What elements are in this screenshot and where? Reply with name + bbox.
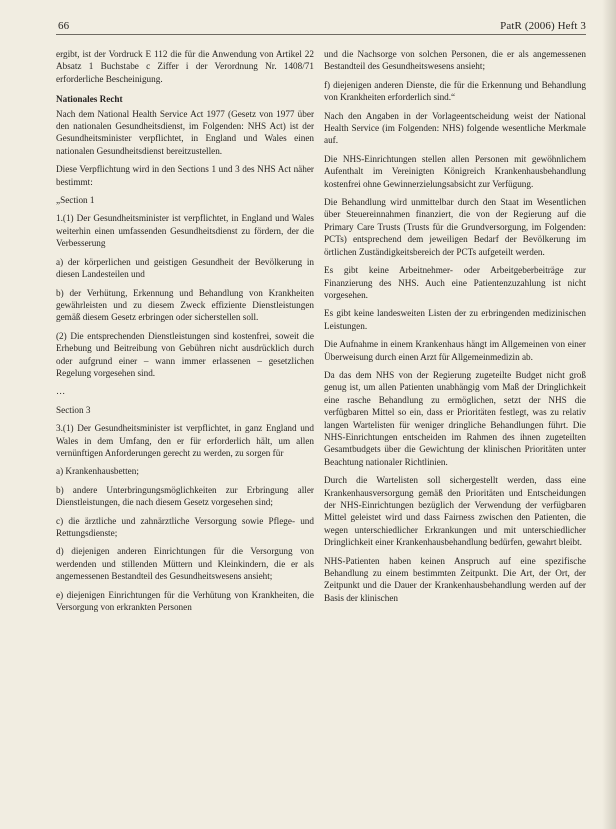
- paragraph: Nach dem National Health Service Act 1977 (Gesetz von 1977 über den nationalen Gesundheitsdienst, im Folgenden: NHS Act) ist der Gesundheitsminister verpflichtet, in England und Wales einen nationalen Gesundheitsdienst bereitzustellen.: [56, 108, 314, 156]
- left-column: [56, 48, 314, 619]
- paragraph: ergibt, ist der Vordruck E 112 die für die Anwendung von Artikel 22 Absatz 1 Buchstabe c Ziffer i der Verordnung Nr. 1408/71 erforderliche Bescheinigung.: [56, 49, 314, 84]
- paragraph: 1.(1) Der Gesundheitsminister ist verpflichtet, in England und Wales weiterhin einen umfassenden Gesundheitsdienst zu fördern, der die Verbesserung: [56, 213, 314, 249]
- paragraph: Die Aufnahme in einem Krankenhaus hängt im Allgemeinen von einer Überweisung durch einen Arzt für Allgemeinmedizin ab.: [324, 339, 586, 362]
- journal-reference: PatR (2006) Heft 3: [500, 20, 586, 32]
- page-header: [50, 14, 586, 32]
- header-rule: [56, 34, 586, 35]
- paragraph: 3.(1) Der Gesundheitsminister ist verpflichtet, in ganz England und Wales in dem Umfang, den er für erforderlich hält, um allen vernünftigen Anforderungen gerecht zu werden, zu sorgen für: [56, 423, 314, 458]
- paragraph: Es gibt keine landesweiten Listen der zu erbringenden medizinischen Leistungen.: [324, 308, 586, 331]
- paragraph: und die Nachsorge von solchen Personen, die er als angemessenen Bestandteil des Gesundheitswesens ansieht;: [324, 49, 586, 72]
- list-item: b) der Verhütung, Erkennung und Behandlung von Krankheiten gewährleisten und zu diesem Zweck effiziente Dienstleistungen gemäß diesem Gesetz erbringen oder sicherstellen soll.: [56, 287, 314, 323]
- section-label: Section 3: [56, 404, 91, 415]
- list-item: e) diejenigen Einrichtungen für die Verhütung von Krankheiten, die Versorgung von erkrankten Personen: [56, 589, 314, 613]
- paragraph: Da das dem NHS von der Regierung zugeteilte Budget nicht groß genug ist, um allen Patienten unabhängig vom Maß der Dringlichkeit eine rasche Behandlung zu ermöglichen, setzt der NHS die verfügbaren Mittel so ein, dass er Prioritäten festlegt, was zu relativ langen Wartelisten für weniger dringliche Behandlungen führt. Die NHS-Einrichtungen entscheiden im Rahmen des ihnen zugeteilten Gesamtbudgets über die Gewichtung der klinischen Prioritäten unter Beachtung nationaler Richtlinien.: [324, 369, 586, 467]
- right-column: [324, 48, 586, 610]
- list-item: d) diejenigen anderen Einrichtungen für die Versorgung von werdenden und stillenden Müttern und Kleinkindern, die er als angemessenen Bestandteil des Gesundheitswesens ansieht;: [56, 546, 314, 582]
- list-item: c) die ärztliche und zahnärztliche Versorgung sowie Pflege- und Rettungsdienste;: [56, 515, 314, 538]
- ellipsis: …: [56, 386, 66, 397]
- paragraph: NHS-Patienten haben keinen Anspruch auf eine spezifische Behandlung zu einem bestimmten Zeitpunkt. Die Art, der Ort, der Zeitpunkt und die Dauer der Krankenhausbehandlung werden auf der Basis der klinischen: [324, 555, 586, 603]
- paragraph: Die NHS-Einrichtungen stellen allen Personen mit gewöhnlichem Aufenthalt im Vereinigten Königreich Krankenhausbehandlung kostenfrei ohne Gewinnerzielungsabsicht zur Verfügung.: [324, 153, 586, 189]
- paragraph: Durch die Wartelisten soll sichergestellt werden, dass eine Krankenhausversorgung gemäß den Prioritäten und Entscheidungen der NHS-Einrichtungen bezüglich der Verwendung der verfügbaren Mittel geleistet wird und dass Fairness zwischen den Patienten, die wegen unterschiedlicher Erkrankungen und mit unterschiedlicher Dringlichkeit einer Krankenhausbehandlung bedürfen, gewahrt bleibt.: [324, 475, 586, 548]
- paragraph: Es gibt keine Arbeitnehmer- oder Arbeitgeberbeiträge zur Finanzierung des NHS. Auch eine Patientenzuzahlung ist nicht vorgesehen.: [324, 265, 586, 300]
- list-item: b) andere Unterbringungsmöglichkeiten zur Erbringung aller Dienstleistungen, die nach diesem Gesetz vorgesehen sind;: [56, 484, 314, 508]
- paragraph: Diese Verpflichtung wird in den Sections 1 und 3 des NHS Act näher bestimmt:: [56, 164, 314, 187]
- paragraph: (2) Die entsprechenden Dienstleistungen sind kostenfrei, soweit die Erhebung und Beitreibung von Gebühren nicht ausdrücklich durch oder aufgrund einer – wann immer erlassenen – gesetzlichen Regelung vorgesehen sind.: [56, 330, 314, 378]
- page-number: 66: [58, 20, 70, 32]
- section-heading: Nationales Recht: [56, 94, 123, 105]
- section-label: „Section 1: [56, 195, 95, 206]
- paragraph: Die Behandlung wird unmittelbar durch den Staat im Wesentlichen über Steuereinnahmen finanziert, die von der Regierung auf die Primary Care Trusts (Trusts für die Grundversorgung, im Folgenden: PCTs) entsprechend dem jeweiligen Bedarf der Bevölkerung im örtlichen Zuständigkeitsbereich der PCTs aufgeteilt werden.: [324, 197, 586, 257]
- list-item: a) Krankenhausbetten;: [56, 466, 139, 477]
- list-item: a) der körperlichen und geistigen Gesundheit der Bevölkerung in diesen Landesteilen und: [56, 256, 314, 280]
- page-edge-shadow: [602, 0, 616, 829]
- list-item: f) diejenigen anderen Dienste, die für die Erkennung und Behandlung von Krankheiten erforderlich sind.“: [324, 79, 586, 103]
- paragraph: Nach den Angaben in der Vorlageentscheidung weist der National Health Service (im Folgenden: NHS) folgende wesentliche Merkmale auf.: [324, 110, 586, 146]
